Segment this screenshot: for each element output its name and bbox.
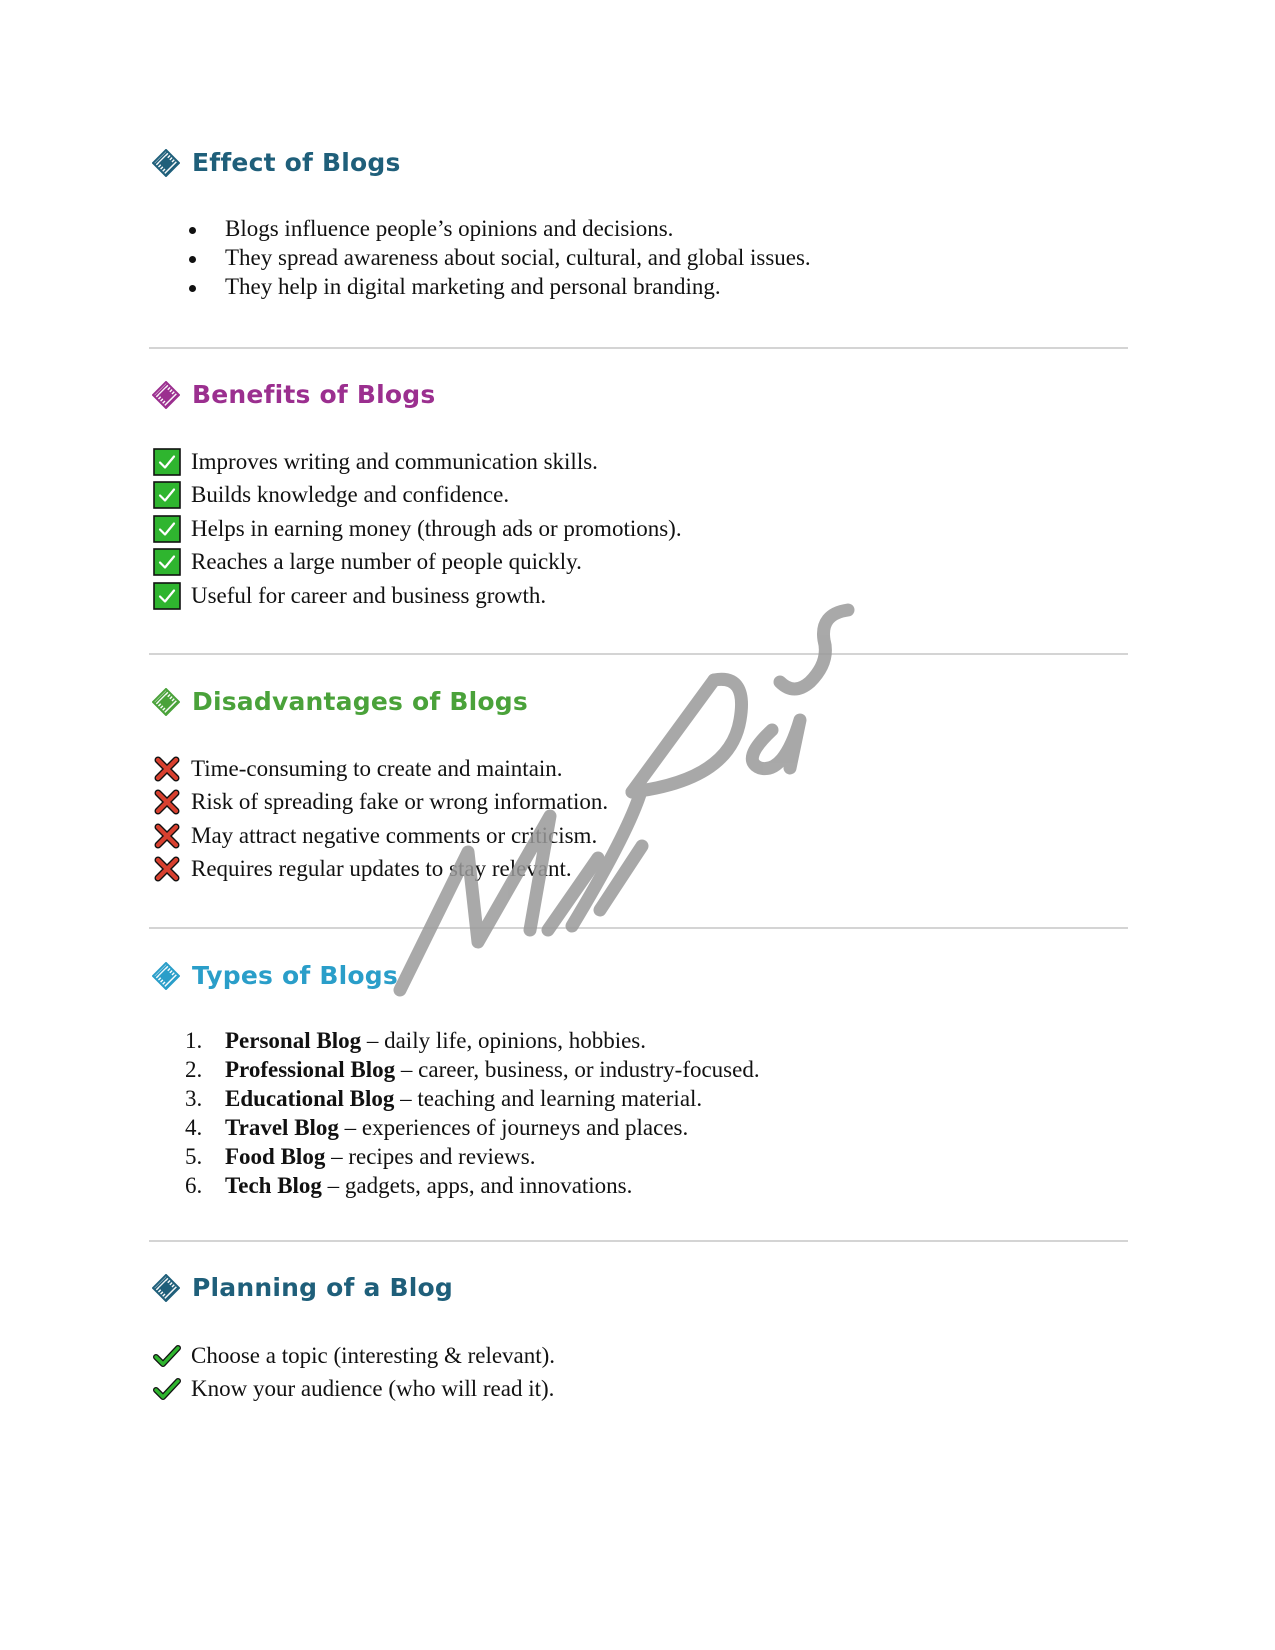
green-check-box-icon (153, 515, 181, 543)
list-number: 3. (185, 1086, 203, 1111)
disadvantages-heading (152, 687, 528, 716)
list-item-text: Useful for career and business growth. (191, 582, 547, 608)
planning-list (153, 1339, 555, 1406)
list-number: 6. (185, 1173, 203, 1198)
list-item (153, 786, 608, 820)
diamond-bullet-icon (152, 688, 180, 716)
list-item-text: Requires regular updates to stay relevant. (191, 856, 572, 882)
list-item: They spread awareness about social, cultural, and global issues. (185, 243, 811, 272)
blog-type-name: Tech Blog (225, 1173, 322, 1198)
effect-heading (152, 148, 401, 177)
diamond-bullet-icon (152, 1274, 180, 1302)
list-item-text: Improves writing and communication skills. (191, 448, 598, 474)
list-item: Blogs influence people’s opinions and decisions. (185, 214, 811, 243)
blog-type-name: Professional Blog (225, 1057, 396, 1082)
blog-type-name: Personal Blog (225, 1028, 362, 1053)
list-item-text: May attract negative comments or criticism. (191, 822, 598, 848)
list-item (185, 1084, 760, 1113)
diamond-bullet-icon (152, 149, 180, 177)
red-cross-icon (153, 788, 181, 816)
list-item (185, 1113, 760, 1142)
effect-list (185, 214, 811, 301)
blog-type-desc: – daily life, opinions, hobbies. (361, 1028, 647, 1053)
green-check-mark-icon (153, 1342, 181, 1370)
blog-type-desc: – teaching and learning material. (394, 1086, 703, 1111)
diamond-bullet-icon (152, 962, 180, 990)
list-item-text: Builds knowledge and confidence. (191, 482, 510, 508)
blog-type-name: Food Blog (225, 1144, 326, 1169)
blog-type-desc: – gadgets, apps, and innovations. (321, 1173, 633, 1198)
list-item (153, 445, 682, 479)
red-cross-icon (153, 822, 181, 850)
list-item (185, 1171, 760, 1200)
green-check-box-icon (153, 582, 181, 610)
list-item (153, 479, 682, 513)
blog-type-desc: – recipes and reviews. (325, 1144, 536, 1169)
list-item-text: Choose a topic (interesting & relevant). (191, 1342, 556, 1368)
section-divider (149, 927, 1128, 929)
list-item (185, 1026, 760, 1055)
section-divider (149, 653, 1128, 655)
benefits-heading (152, 380, 435, 409)
blog-type-name: Educational Blog (225, 1086, 395, 1111)
red-cross-icon (153, 855, 181, 883)
list-item (153, 546, 682, 580)
green-check-box-icon (153, 481, 181, 509)
list-number: 4. (185, 1115, 203, 1140)
list-item-text: Helps in earning money (through ads or promotions). (191, 515, 682, 541)
list-item-text: Reaches a large number of people quickly. (191, 549, 582, 575)
list-number: 5. (185, 1144, 203, 1169)
list-item (185, 1055, 760, 1084)
list-item (153, 579, 682, 613)
section-divider (149, 1240, 1128, 1242)
blog-type-desc: – experiences of journeys and places. (338, 1115, 689, 1140)
list-item-text: Know your audience (who will read it). (191, 1376, 555, 1402)
list-number: 2. (185, 1057, 203, 1082)
section-title: Planning of a Blog (192, 1273, 453, 1302)
disadvantages-list (153, 752, 608, 886)
types-heading (152, 961, 398, 990)
list-item (185, 1142, 760, 1171)
section-title: Effect of Blogs (192, 148, 401, 177)
green-check-mark-icon (153, 1375, 181, 1403)
green-check-box-icon (153, 448, 181, 476)
blog-type-name: Travel Blog (225, 1115, 339, 1140)
red-cross-icon (153, 755, 181, 783)
types-list (185, 1026, 760, 1200)
list-item (153, 1373, 555, 1407)
list-item-text: Time-consuming to create and maintain. (191, 755, 563, 781)
section-title: Types of Blogs (192, 961, 398, 990)
section-title: Disadvantages of Blogs (192, 687, 528, 716)
list-item (153, 752, 608, 786)
list-item (153, 512, 682, 546)
green-check-box-icon (153, 548, 181, 576)
planning-heading (152, 1273, 453, 1302)
list-item (153, 853, 608, 887)
benefits-list (153, 445, 682, 613)
section-divider (149, 347, 1128, 349)
list-item (153, 1339, 555, 1373)
list-item (153, 819, 608, 853)
list-item: They help in digital marketing and personal branding. (185, 272, 811, 301)
blog-type-desc: – career, business, or industry-focused. (395, 1057, 760, 1082)
section-title: Benefits of Blogs (192, 380, 436, 409)
list-number: 1. (185, 1028, 203, 1053)
diamond-bullet-icon (152, 381, 180, 409)
list-item-text: Risk of spreading fake or wrong information. (191, 789, 609, 815)
